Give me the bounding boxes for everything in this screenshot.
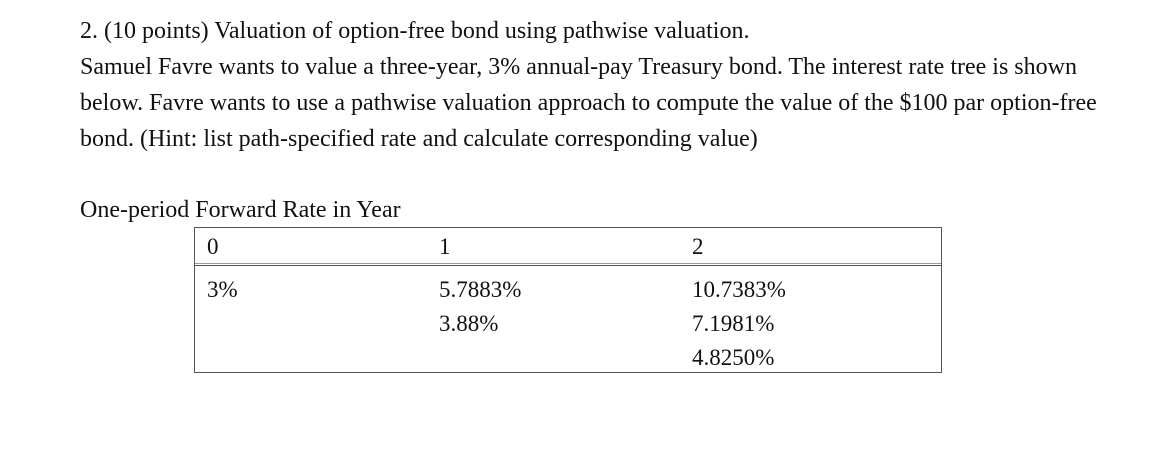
problem-body: Samuel Favre wants to value a three-year, 3% annual-pay Treasury bond. The interest rate tree is shown below. Favre wants to use a pathwise valuation approach to compute the value of the $100 par option-free bond. (Hint: list path-specified rate and calculate corresponding value) (80, 54, 1097, 152)
header-year-0: 0 (207, 234, 219, 259)
rate-year1-node1: 3.88% (439, 311, 499, 336)
header-year-1: 1 (439, 234, 451, 259)
problem-statement (80, 13, 1140, 157)
table-caption: One-period Forward Rate in Year (80, 197, 401, 223)
rate-year2-node1: 7.1981% (692, 311, 775, 336)
table-header-row (195, 228, 941, 266)
rate-year1-node0: 5.7883% (439, 277, 522, 302)
header-year-2: 2 (692, 234, 704, 259)
rate-year0-node0: 3% (207, 277, 238, 302)
forward-rate-table (194, 227, 942, 373)
rate-year2-node2: 4.8250% (692, 345, 775, 370)
rate-year2-node0: 10.7383% (692, 277, 786, 302)
problem-heading: 2. (10 points) Valuation of option-free bond using pathwise valuation. (80, 18, 750, 44)
